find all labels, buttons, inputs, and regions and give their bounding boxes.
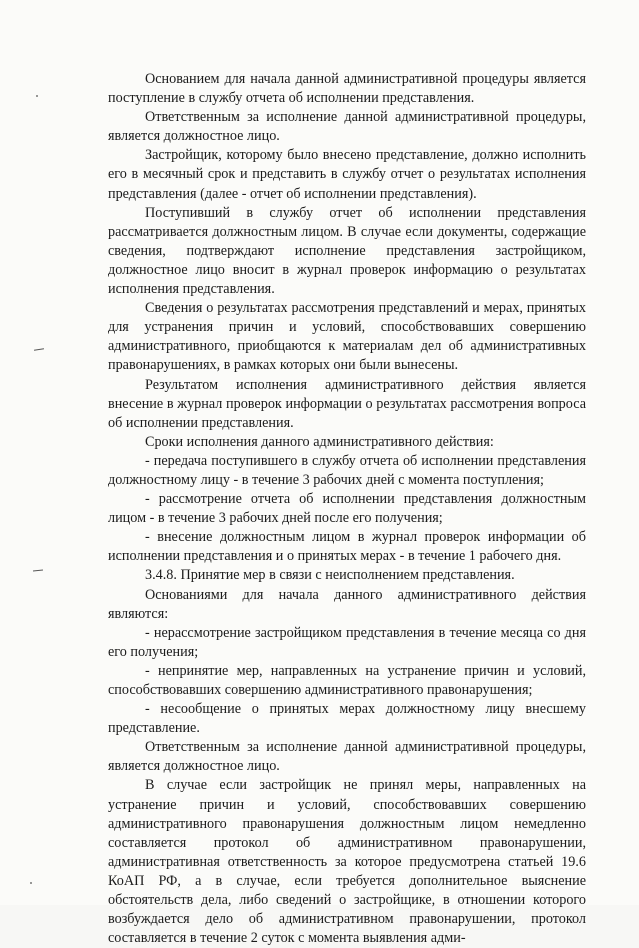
paragraph: Основаниями для начала данного административного действия являются: <box>108 586 586 622</box>
paragraph: Сроки исполнения данного административного действия: <box>145 433 494 450</box>
paragraph: В случае если застройщик не принял меры, направленных на устранение причин и условий, способствовавших совершению административного правонарушения должностным лицом немедленно составляется протокол об административном правонарушении, административная ответственность за которое предусмотрена статьей 19.6 КоАП РФ, а в случае, если требуется дополнительное выяснение обстоятельств дела, либо сведений о застройщике, в отношении которого возбуждается дело об административном правонарушении, протокол составляется в течение 2 суток с момента выявления адми- <box>108 777 586 947</box>
paragraph: Сведения о результатах рассмотрения представлений и мерах, принятых для устранения причин и условий, способствовавших совершению административного, приобщаются к материалам дел об административных правонарушениях, в рамках которых они были вынесены. <box>108 300 586 374</box>
paragraph: Основанием для начала данной административной процедуры является поступление в службу отчета об исполнении представления. <box>108 71 586 107</box>
list-item: - рассмотрение отчета об исполнении представления должностным лицом - в течение 3 рабочих дней после его получения; <box>108 491 586 527</box>
list-item: - непринятие мер, направленных на устранение причин и условий, способствовавших совершению административного правонарушения; <box>108 662 586 698</box>
scan-dot <box>36 95 38 97</box>
scan-mark <box>33 569 43 571</box>
paragraph: Застройщик, которому было внесено представление, должно исполнить его в месячный срок и представить в службу отчет о результатах исполнения представления (далее - отчет об исполнении представления). <box>108 147 586 202</box>
paragraph: Ответственным за исполнение данной административной процедуры, является должностное лицо. <box>108 109 586 145</box>
list-item: - нерассмотрение застройщиком представления в течение месяца со дня его получения; <box>108 624 586 660</box>
document-body <box>108 70 586 948</box>
list-item: - несообщение о принятых мерах должностному лицу внесшему представление. <box>108 701 586 737</box>
list-item: - внесение должностным лицом в журнал проверок информации об исполнении представления и о принятых мерах - в течение 1 рабочего дня. <box>108 529 586 565</box>
paragraph: Ответственным за исполнение данной административной процедуры, является должностное лицо. <box>108 739 586 775</box>
list-item: - передача поступившего в службу отчета об исполнении представления должностному лицу - в течение 3 рабочих дней с момента поступления; <box>108 452 586 488</box>
section-heading: 3.4.8. Принятие мер в связи с неисполнением представления. <box>145 567 515 584</box>
paragraph: Поступивший в службу отчет об исполнении представления рассматривается должностным лицом. В случае если документы, содержащие сведения, подтверждают исполнение представления застройщиком, должностное лицо вносит в журнал проверок информацию о результатах исполнения представления. <box>108 204 586 298</box>
scan-dot <box>30 882 32 884</box>
scan-mark <box>34 348 44 350</box>
paragraph: Результатом исполнения административного действия является внесение в журнал проверок информации о результатах рассмотрения вопроса об исполнении представления. <box>108 376 586 431</box>
